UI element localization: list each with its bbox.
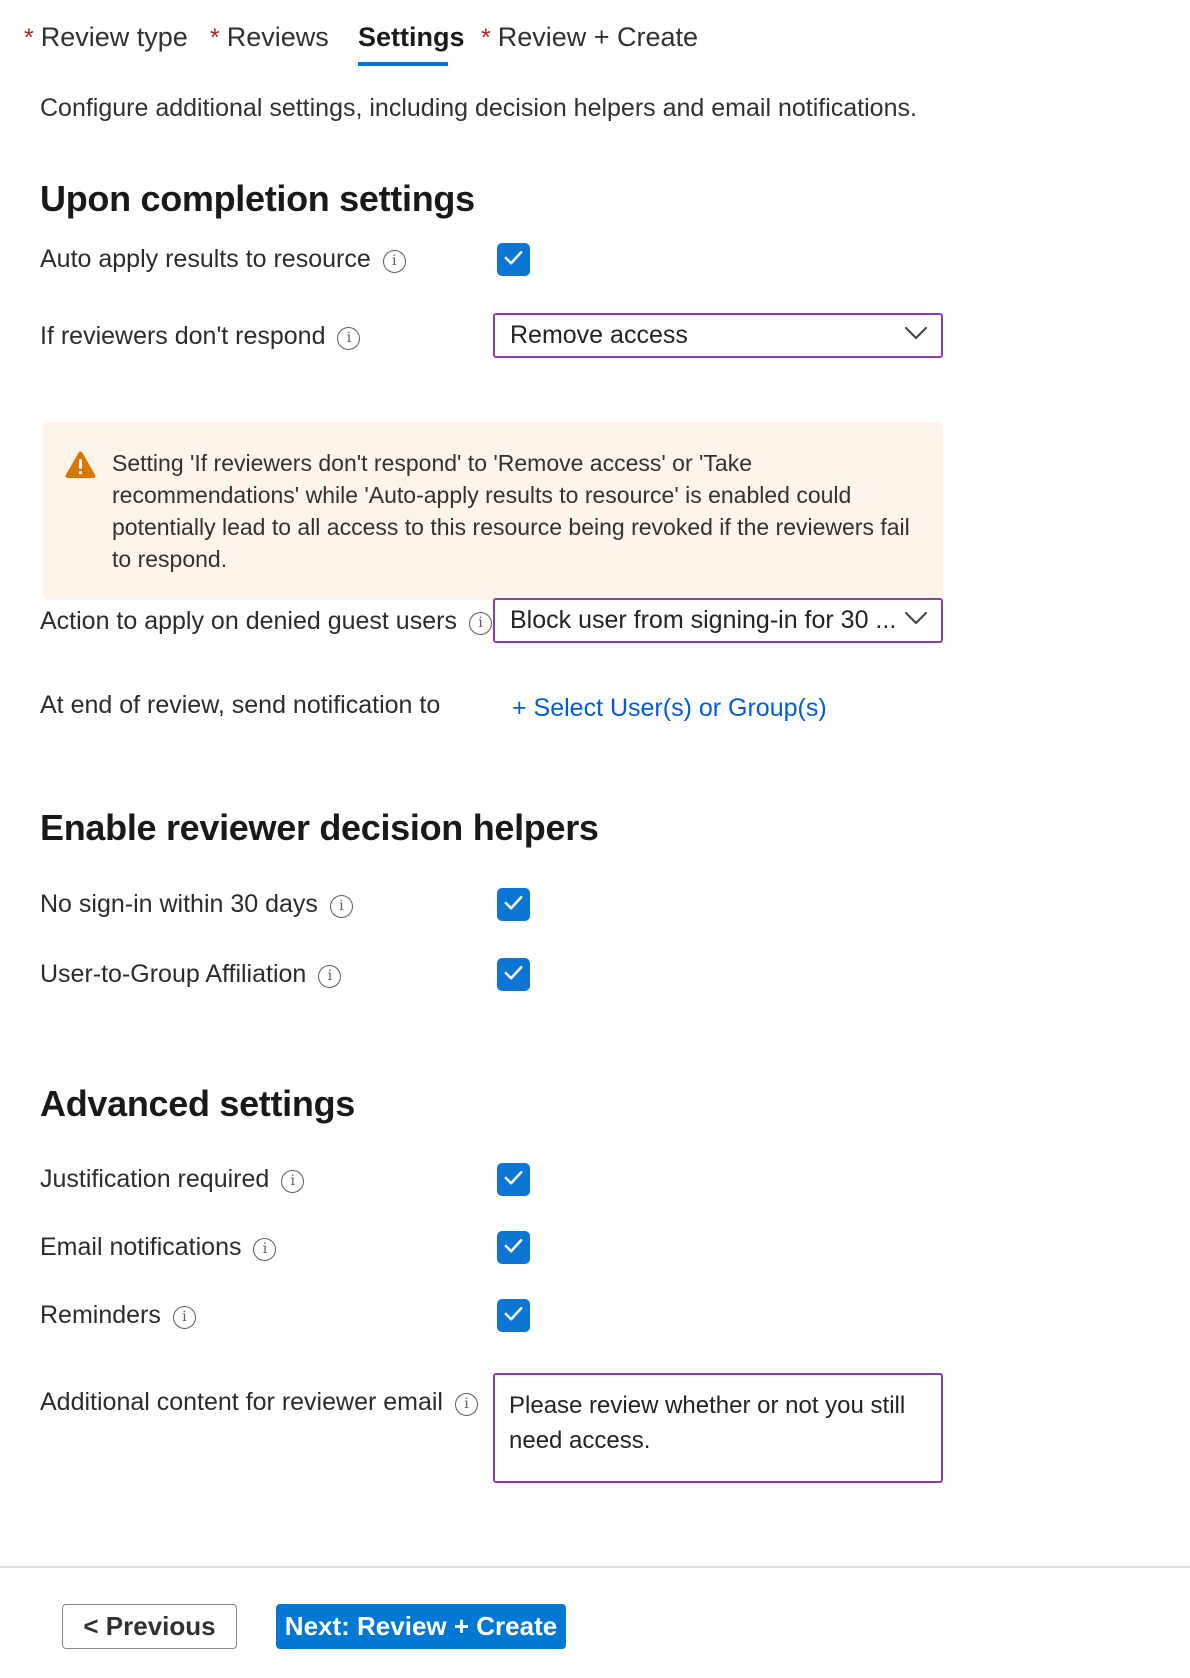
- info-icon[interactable]: i: [253, 1238, 276, 1261]
- tab-settings-label: Settings: [358, 22, 465, 52]
- no-signin-label: No sign-in within 30 days i: [40, 888, 353, 921]
- info-icon[interactable]: i: [318, 965, 341, 988]
- checkmark-icon: [502, 1302, 525, 1330]
- no-signin-checkbox[interactable]: [497, 888, 530, 921]
- info-icon[interactable]: i: [469, 612, 492, 635]
- previous-button[interactable]: < Previous: [62, 1604, 237, 1649]
- active-tab-underline: [358, 62, 448, 66]
- justification-checkbox[interactable]: [497, 1163, 530, 1196]
- email-notifications-label: Email notifications i: [40, 1231, 276, 1264]
- no-respond-selected-value: Remove access: [510, 321, 688, 349]
- required-asterisk: *: [24, 24, 34, 52]
- checkmark-icon: [502, 961, 525, 989]
- warning-banner: [43, 422, 943, 600]
- notify-label: At end of review, send notification to: [40, 691, 441, 719]
- info-icon[interactable]: i: [383, 250, 406, 273]
- email-notifications-checkbox[interactable]: [497, 1231, 530, 1264]
- tab-review-create[interactable]: [481, 20, 698, 55]
- info-icon[interactable]: i: [455, 1393, 478, 1416]
- denied-guests-selected-value: Block user from signing-in for 30 ...: [510, 606, 897, 634]
- justification-label: Justification required i: [40, 1163, 304, 1196]
- affiliation-label: User-to-Group Affiliation i: [40, 958, 341, 991]
- info-icon[interactable]: i: [281, 1170, 304, 1193]
- additional-content-textarea[interactable]: Please review whether or not you still need access.: [493, 1373, 943, 1483]
- tab-review-type-label: Review type: [40, 22, 188, 52]
- denied-guests-label: Action to apply on denied guest users i: [40, 605, 492, 638]
- auto-apply-checkbox[interactable]: [497, 243, 530, 276]
- section-heading-advanced: Advanced settings: [40, 1083, 355, 1124]
- warning-icon: [65, 451, 96, 483]
- footer-divider: [0, 1566, 1190, 1568]
- required-asterisk: *: [210, 24, 220, 52]
- required-asterisk: *: [481, 24, 491, 52]
- affiliation-checkbox[interactable]: [497, 958, 530, 991]
- denied-guests-dropdown[interactable]: [493, 598, 943, 643]
- next-review-create-button[interactable]: Next: Review + Create: [276, 1604, 566, 1649]
- checkmark-icon: [502, 891, 525, 919]
- tab-reviews-label: Reviews: [226, 22, 329, 52]
- reminders-checkbox[interactable]: [497, 1299, 530, 1332]
- checkmark-icon: [502, 1166, 525, 1194]
- info-icon[interactable]: i: [330, 895, 353, 918]
- tab-review-create-label: Review + Create: [497, 22, 699, 52]
- reminders-label: Reminders i: [40, 1299, 196, 1332]
- section-heading-decision-helpers: Enable reviewer decision helpers: [40, 807, 599, 848]
- section-heading-upon-completion: Upon completion settings: [40, 178, 475, 219]
- tab-reviews[interactable]: [210, 20, 329, 55]
- info-icon[interactable]: i: [173, 1306, 196, 1329]
- select-users-groups-link[interactable]: + Select User(s) or Group(s): [512, 694, 827, 722]
- chevron-down-icon: [897, 612, 927, 630]
- tab-review-type[interactable]: [24, 20, 188, 55]
- checkmark-icon: [502, 1234, 525, 1262]
- no-respond-dropdown[interactable]: [493, 313, 943, 358]
- no-respond-label: If reviewers don't respond i: [40, 320, 360, 353]
- info-icon[interactable]: i: [337, 327, 360, 350]
- additional-content-label: Additional content for reviewer email i: [40, 1386, 478, 1419]
- page-description: Configure additional settings, including decision helpers and email notifications.: [40, 94, 917, 122]
- auto-apply-label: Auto apply results to resource i: [40, 243, 406, 276]
- chevron-down-icon: [897, 327, 927, 345]
- tab-settings[interactable]: [358, 20, 465, 54]
- checkmark-icon: [502, 246, 525, 274]
- warning-text: Setting 'If reviewers don't respond' to 'Remove access' or 'Take recommendations' while 'Auto-apply results to resource' is enabled could potentially lead to all access to this resource being revoked if the reviewers fail to respond.: [112, 450, 910, 572]
